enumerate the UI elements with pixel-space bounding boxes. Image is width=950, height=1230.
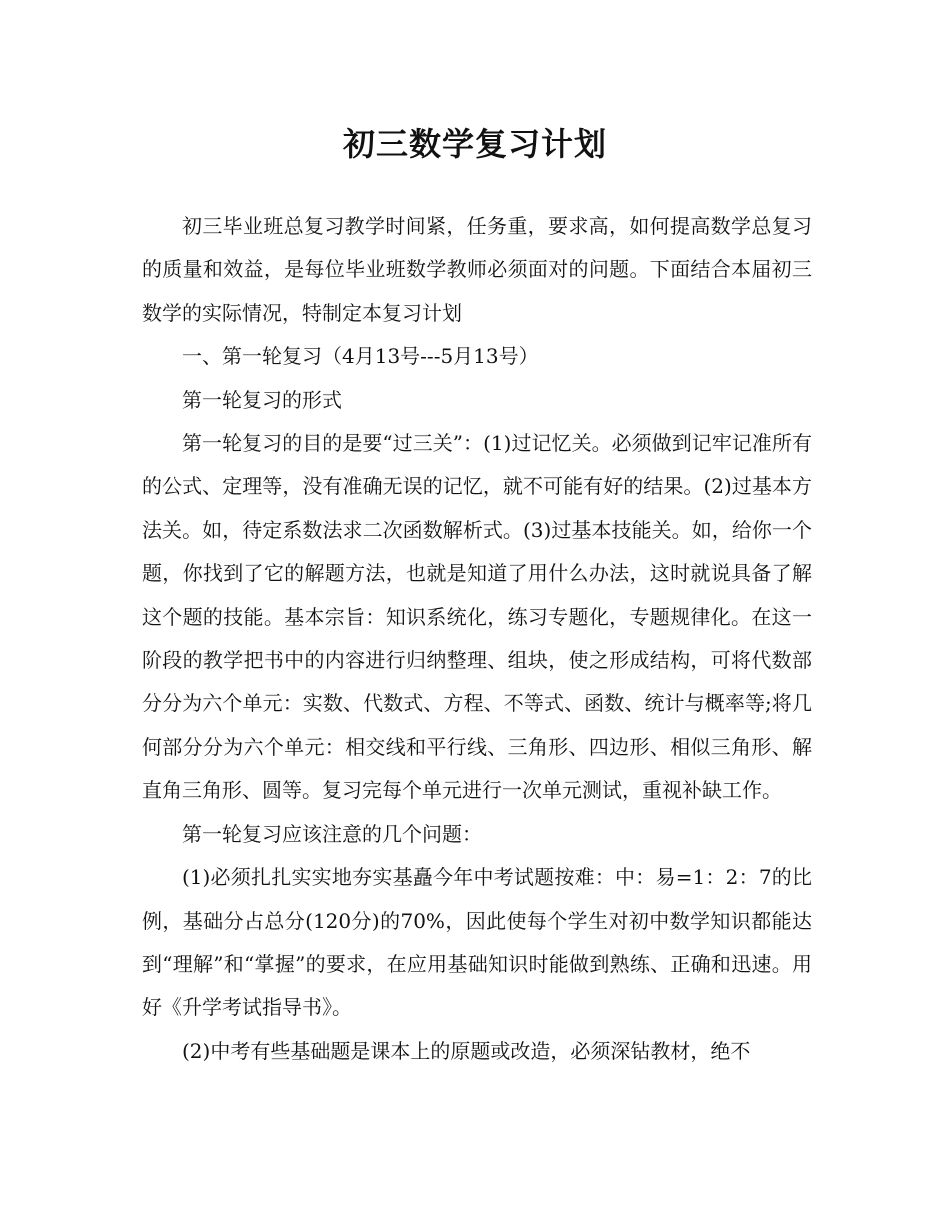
paragraph-note-1: (1)必须扎扎实实地夯实基矗今年中考试题按难：中：易=1：2：7的比例，基础分占总分(120分)的70%，因此使每个学生对初中数学知识都能达到“理解”和“掌握”的要求，在应用基础知识时能做到熟练、正确和迅速。用好《升学考试指导书》。 — [142, 865, 812, 1020]
paragraph-intro: 初三毕业班总复习教学时间紧，任务重，要求高，如何提高数学总复习的质量和效益，是每位毕业班数学教师必须面对的问题。下面结合本届初三数学的实际情况，特制定本复习计划 — [142, 214, 812, 325]
paragraph-section-heading: 一、第一轮复习（4月13号---5月13号） — [182, 344, 539, 369]
paragraph-subheading-form: 第一轮复习的形式 — [182, 387, 342, 412]
document-body — [142, 205, 812, 1073]
paragraph-subheading-notes: 第一轮复习应该注意的几个问题： — [182, 821, 482, 846]
paragraph-note-2: (2)中考有些基础题是课本上的原题或改造，必须深钻教材，绝不 — [182, 1038, 751, 1063]
document-title: 初三数学复习计划 — [342, 125, 607, 163]
paragraph-goals: 第一轮复习的目的是要“过三关”：(1)过记忆关。必须做到记牢记准所有的公式、定理等，没有准确无误的记忆，就不可能有好的结果。(2)过基本方法关。如，待定系数法求二次函数解析式。(3)过基本技能关。如，给你一个题，你找到了它的解题方法，也就是知道了用什么办法，这时就说具备了解这个题的技能。基本宗旨：知识系统化，练习专题化，专题规律化。在这一阶段的教学把书中的内容进行归纳整理、组块，使之形成结构，可将代数部分分为六个单元：实数、代数式、方程、不等式、函数、统计与概率等;将几何部分分为六个单元：相交线和平行线、三角形、四边形、相似三角形、解直角三角形、圆等。复习完每个单元进行一次单元测试，重视补缺工作。 — [142, 431, 812, 803]
